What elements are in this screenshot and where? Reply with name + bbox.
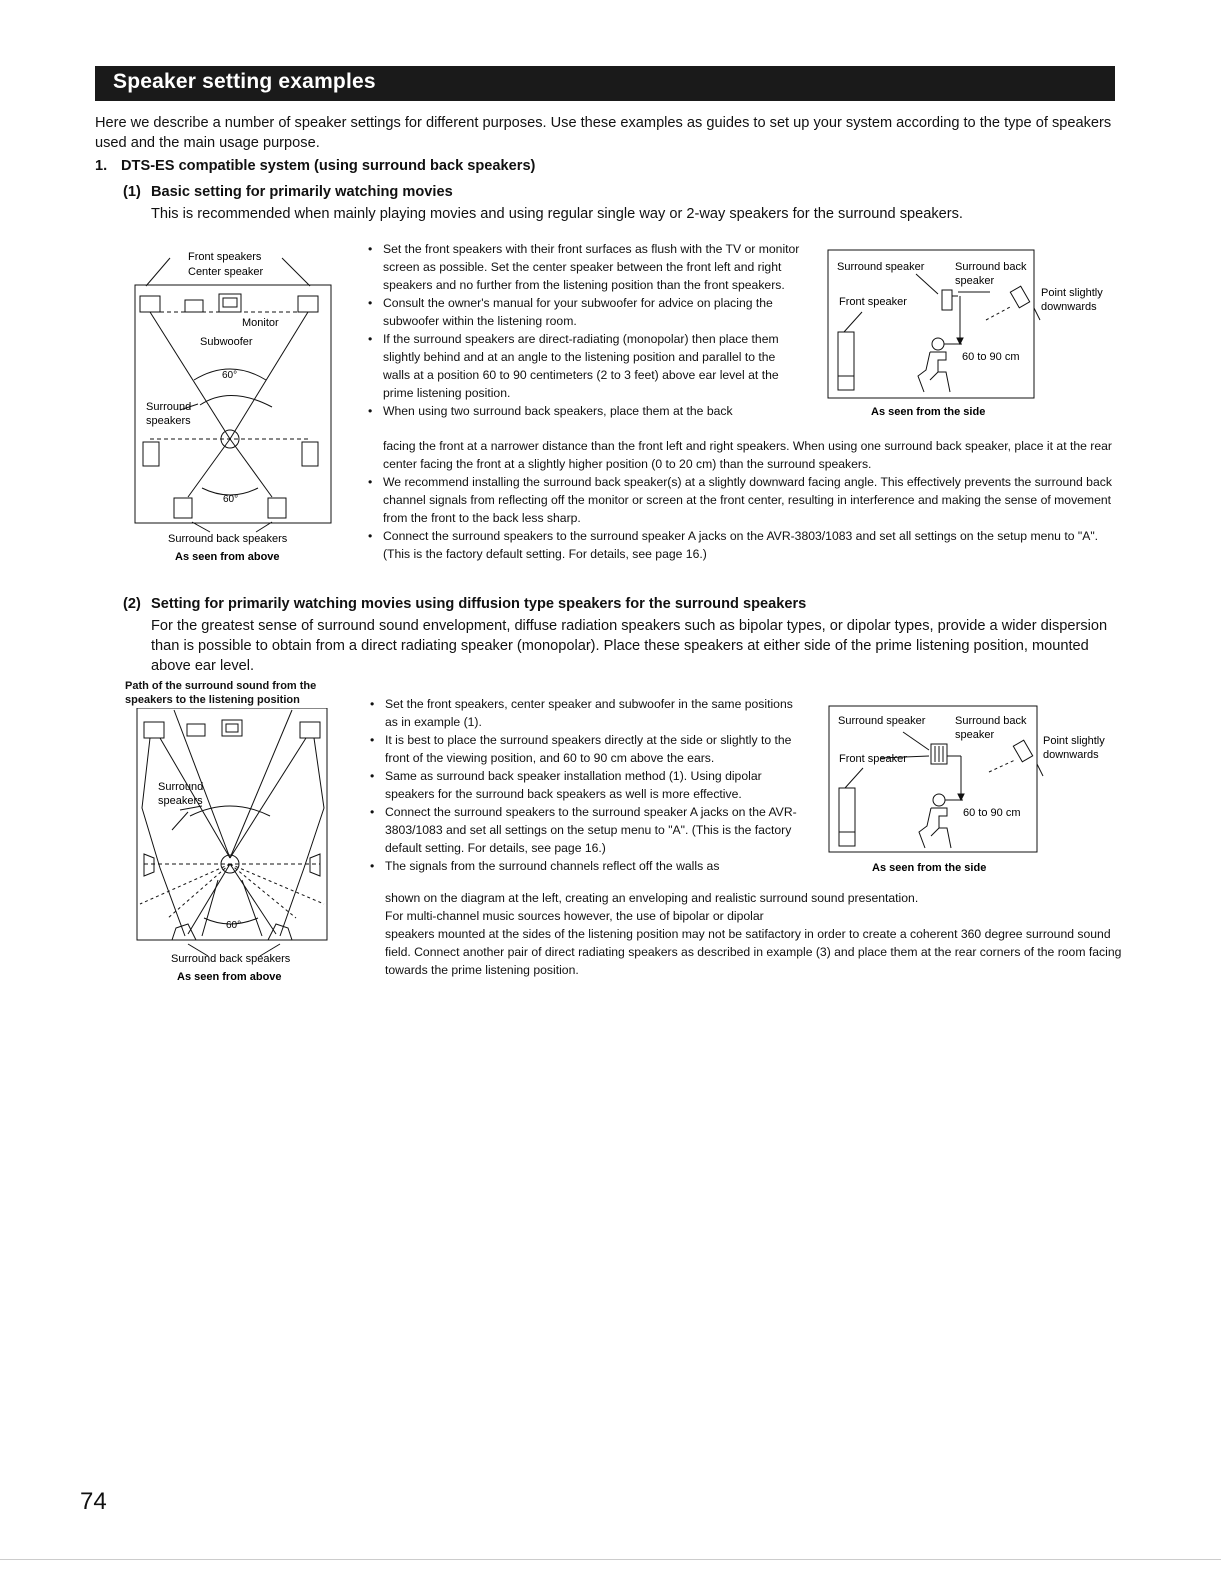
caption-top-view: As seen from above (177, 971, 282, 983)
label-center-speaker: Center speaker (188, 266, 264, 278)
label-subwoofer: Subwoofer (200, 336, 253, 348)
surround-back-right-speaker (268, 498, 286, 518)
heading-number: 1. (95, 158, 108, 174)
label-point-1: Point slightly (1043, 735, 1105, 747)
path-caption-line-1: Path of the surround sound from the (125, 680, 317, 692)
subwoofer-box (185, 300, 203, 312)
label-side-surround-back-2: speaker (955, 729, 995, 741)
subsection-1-lead: This is recommended when mainly playing movies and using regular single way or 2-way speakers for the surround speakers. (151, 206, 963, 222)
top-view-diagram-diffusion (130, 708, 340, 988)
page-number: 74 (80, 1488, 107, 1515)
bullet-continuation-2: shown on the diagram at the left, creating an enveloping and realistic surround sound presentation. (385, 891, 919, 905)
bullet-list-1c (365, 473, 1123, 563)
front-right-speaker (300, 722, 320, 738)
list-item: • Consult the owner's manual for your subwoofer for advice on placing the subwoofer within the listening room. (365, 294, 805, 330)
side-view-diagram-diffusion (827, 704, 1117, 879)
path-caption-line-2: speakers to the listening position (125, 694, 300, 706)
label-surround-back: Surround back speakers (168, 533, 288, 545)
label-surround-1: Surround (146, 401, 192, 413)
room-outline (137, 708, 327, 940)
side-room-outline (829, 706, 1037, 852)
caption-side-view: As seen from the side (872, 862, 987, 874)
label-angle-front: 60° (222, 370, 238, 381)
section-title-bar (95, 66, 1115, 101)
side-front-speaker (838, 332, 854, 390)
list-item: • If the surround speakers are direct-radiating (monopolar) then place them slightly behind and at an angle to the listening position and parallel to the walls at a position 60 to 90 centimeters (2 to 3 feet) above ear level at the prime listening position. (365, 330, 805, 402)
list-item: • Same as surround back speaker installation method (1). Using dipolar speakers for the surround back speakers as well is more effective. (367, 767, 803, 803)
monitor-box (219, 294, 241, 312)
heading-subsection-2 (123, 596, 806, 612)
side-surround-back-speaker (1010, 286, 1029, 308)
list-item: • Connect the surround speakers to the surround speaker A jacks on the AVR-3803/1083 and set all settings on the setup menu to "A". (This is the factory default setting. For details, see page 16.) (365, 527, 1123, 563)
label-angle: 60° (226, 920, 242, 931)
bullet-list-1a (365, 240, 805, 420)
top-view-diagram-basic (130, 240, 340, 570)
path-caption (125, 679, 316, 707)
list-item: • Connect the surround speakers to the surround speaker A jacks on the AVR-3803/1083 and set all settings on the setup menu to "A". (This is the factory default setting. For details, see page 16.) (367, 803, 803, 857)
caption-side-view: As seen from the side (871, 406, 986, 418)
label-side-surround-back-1: Surround back (955, 715, 1027, 727)
label-angle-back: 60° (223, 494, 239, 505)
front-left-speaker (140, 296, 160, 312)
caption-top-view: As seen from above (175, 551, 280, 563)
label-surround-1: Surround (158, 781, 204, 793)
front-right-speaker (298, 296, 318, 312)
label-surround-2: speakers (146, 415, 191, 427)
footer-divider (0, 1559, 1221, 1560)
surround-right-dipole (310, 854, 320, 876)
label-front-speakers: Front speakers (188, 251, 262, 263)
heading-section-1 (95, 158, 535, 174)
listener-head (932, 338, 944, 350)
heading-text: DTS-ES compatible system (using surround back speakers) (121, 158, 536, 174)
surround-back-left-speaker (174, 498, 192, 518)
subheading-text: Setting for primarily watching movies using diffusion type speakers for the surround speakers (151, 596, 807, 612)
list-item: • We recommend installing the surround back speaker(s) at a slightly downward facing angle. This effectively prevents the surround back channel signals from reflecting off the monitor or screen at the front center, resulting in interference and making the sense of movement from the front to the back less sharp. (365, 473, 1123, 527)
label-monitor: Monitor (242, 317, 279, 329)
label-side-front-speaker: Front speaker (839, 753, 907, 765)
list-item: • The signals from the surround channels reflect off the walls as (367, 857, 803, 875)
bullet-list-2a (367, 695, 803, 875)
subheading-text: Basic setting for primarily watching movies (151, 184, 453, 200)
bullet-continuation-1: facing the front at a narrower distance than the front left and right speakers. When using one surround back speaker, place it at the rear center facing the front at a slightly higher position (0 to 20 cm) than the surround speakers. (383, 439, 1112, 471)
side-surround-back-speaker (1013, 740, 1032, 762)
side-front-speaker (839, 788, 855, 846)
subsection-2-lead: For the greatest sense of surround sound envelopment, diffuse radiation speakers such as bipolar types, or dipolar types, provide a wider dispersion than is possible to obtain from a direct radiating speaker (monopolar). Place these speakers at either side of the prime listening position, mounted above ear level. (151, 618, 1108, 674)
side-surround-speaker (942, 290, 952, 310)
label-surround-back: Surround back speakers (171, 953, 291, 965)
label-height: 60 to 90 cm (963, 807, 1021, 819)
surround-left-speaker (143, 442, 159, 466)
bullet-continuation-3: For multi-channel music sources however, the use of bipolar or dipolar (385, 909, 764, 923)
list-item: • It is best to place the surround speakers directly at the side or slightly to the front of the viewing position, and 60 to 90 cm above the ears. (367, 731, 803, 767)
label-side-front-speaker: Front speaker (839, 296, 907, 308)
list-item: • Set the front speakers with their front surfaces as flush with the TV or monitor screen as possible. Set the center speaker between the front left and right speakers and no further from the listening position than the front speakers. (365, 240, 805, 294)
label-side-surround-back-2: speaker (955, 275, 995, 287)
list-item: • When using two surround back speakers, place them at the back (365, 402, 805, 420)
label-point-2: downwards (1043, 749, 1099, 761)
label-side-surround-speaker: Surround speaker (838, 715, 926, 727)
subheading-number: (2) (123, 596, 141, 612)
label-point-1: Point slightly (1041, 287, 1103, 299)
label-side-surround-back-1: Surround back (955, 261, 1027, 273)
label-height: 60 to 90 cm (962, 351, 1020, 363)
surround-left-dipole (144, 854, 154, 876)
list-item: • Set the front speakers, center speaker and subwoofer in the same positions as in example (1). (367, 695, 803, 731)
subwoofer-box (187, 724, 205, 736)
label-side-surround-speaker: Surround speaker (837, 261, 925, 273)
intro-paragraph: Here we describe a number of speaker settings for different purposes. Use these examples as guides to set up your system according to the type of speakers used and the main usage purpose. (95, 115, 1112, 151)
side-view-diagram-basic (826, 248, 1116, 423)
listener-head (933, 794, 945, 806)
monitor-box (222, 720, 242, 736)
heading-subsection-1 (123, 184, 453, 200)
bullet-continuation-4: speakers mounted at the sides of the listening position may not be satifactory in order to create a coherent 360 degree surround sound field. Connect another pair of direct radiating speakers as described in example (3) and place them at the rear corners of the room facing towards the prime listening position. (385, 927, 1122, 977)
front-left-speaker (144, 722, 164, 738)
page-title: Speaker setting examples (113, 70, 376, 93)
subheading-number: (1) (123, 184, 141, 200)
label-point-2: downwards (1041, 301, 1097, 313)
label-surround-2: speakers (158, 795, 203, 807)
surround-right-speaker (302, 442, 318, 466)
